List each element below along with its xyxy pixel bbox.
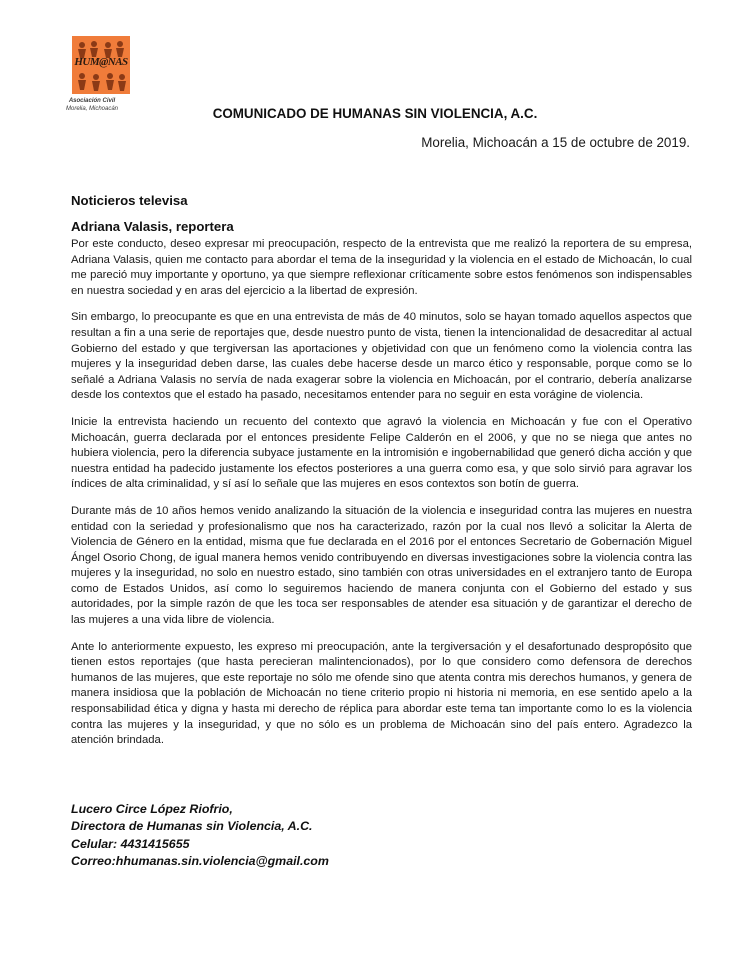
signature-block xyxy=(71,801,329,871)
body-paragraph-3: Inicie la entrevista haciendo un recuento del contexto que agravó la violencia en Michoacán y fue con el Operativo Michoacán, guerra declarada por el entonces presidente Felipe Calderón en el 2006, y que no se niega que antes no hubiera violencia, pero la diferencia subyace justamente en la intromisión e ingobernabilidad que generó dicha acción y que nuestra entidad ha padecido justamente los efectos posteriores a una guerra como esa, y que solo sirvió para agravar los índices de alta criminalidad, y sí así lo señale que las mujeres en esos contextos son botín de guerra. xyxy=(71,415,692,491)
signer-role: Directora de Humanas sin Violencia, A.C. xyxy=(71,819,313,834)
signer-phone: Celular: 4431415655 xyxy=(71,836,190,851)
letter-body xyxy=(71,237,692,760)
signer-name: Lucero Circe López Riofrio, xyxy=(71,802,233,816)
recipient-organization: Noticieros televisa xyxy=(71,193,188,208)
recipient-person: Adriana Valasis, reportera xyxy=(71,219,234,234)
document-title: COMUNICADO DE HUMANAS SIN VIOLENCIA, A.C. xyxy=(212,106,538,121)
body-paragraph-2: Sin embargo, lo preocupante es que en una entrevista de más de 40 minutos, solo se hayan tomado aquellos aspectos que resultan a fin a una serie de reportajes que, desde nuestro punto de vista, tienen la intencionalidad de desacreditar al actual Gobierno del estado y que tergiversan las aportaciones y objetividad con que un fenómeno como la violencia contra las mujeres y la inseguridad deben darse, las cuales debe hacerse desde un marco ético y responsable, porque como se lo señalé a Adriana Valasis no servía de nada exagerar sobre la violencia en Michoacán, por el contrario, debería analizarse desde los contextos que el estado ha pasado, necesitamos entender para no seguir en esta vorágine de violencia. xyxy=(71,311,692,402)
dateline: Morelia, Michoacán a 15 de octubre de 2019. xyxy=(421,135,690,150)
signer-email: Correo:hhumanas.sin.violencia@gmail.com xyxy=(71,854,329,869)
logo-caption-line1: Asociación Civil xyxy=(68,98,116,104)
organization-logo xyxy=(72,36,130,94)
body-paragraph-4: Durante más de 10 años hemos venido analizando la situación de la violencia e inseguridad contra las mujeres en nuestra entidad con la seriedad y profesionalismo que nos ha caracterizado, razón por la cual nos llevó a solicitar la Alerta de Violencia de Género en la entidad, misma que fue declarada en el 2016 por el entonces Secretario de Gobernación Miguel Ángel Osorio Chong, de igual manera hemos venido contribuyendo en diversas investigaciones sobre la violencia contra las mujeres y la inseguridad, no solo en nuestro estado, sino también con otras universidades en el extranjero tanto de Europa como de Estados Unidos, así como lo seguiremos haciendo de manera conjunta con el Gobierno del estado y sus autoridades, por la simple razón de que les toca ser responsables de atender esa situación y de garantizar el derecho de las mujeres a una vida libre de violencia. xyxy=(71,504,692,627)
logo-caption-line2: Morelia, Michoacán xyxy=(65,106,119,112)
body-paragraph-1: Por este conducto, deseo expresar mi preocupación, respecto de la entrevista que me realizó la reportera de su empresa, Adriana Valasis, quien me contacto para abordar el tema de la inseguridad y la violencia en el estado de Michoacán, lo cual me pareció muy importante y oportuno, ya que siempre reflexionar críticamente sobre estos fenómenos son indispensables en nuestra sociedad y en aras del ejercicio a la libertad de expresión. xyxy=(71,238,692,297)
body-paragraph-5: Ante lo anteriormente expuesto, les expreso mi preocupación, ante la tergiversación y el desafortunado despropósito que tienen estos reportajes (que hasta perecieran malintencionados), por lo que considero como defensora de derechos humanos de las mujeres, que este reportaje no sólo me ofende sino que atenta contra mis derechos humanos, y genera de manera insidiosa que la población de Michoacán no tiene criterio propio ni historia ni memoria, en ese sentido apelo a la responsabilidad ética y digna y hasta mi derecho de réplica para abordar este tema tan importante como lo es la violencia contra las mujeres y la inseguridad, y que no sólo es un problema de Michoacán sino del país entero. Agradezco la atención brindada. xyxy=(71,640,692,747)
logo-wordmark: HUM@NAS xyxy=(74,56,128,68)
